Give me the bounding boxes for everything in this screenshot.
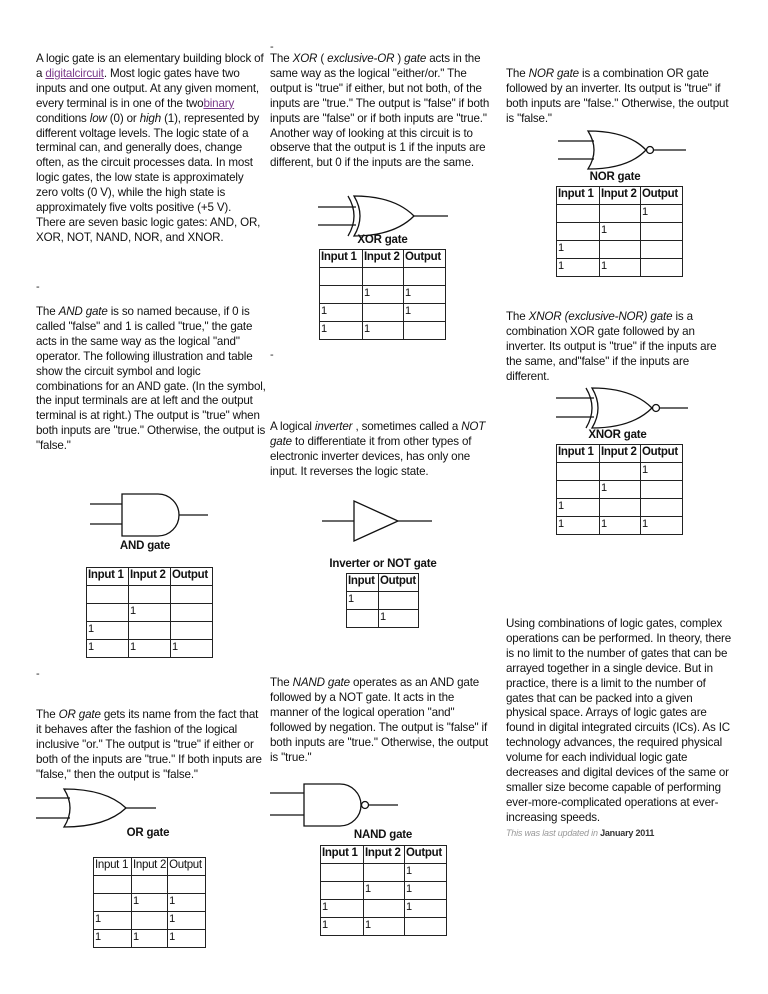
table-row: 1 <box>347 592 419 610</box>
and-gate-paragraph: The AND gate is so named because, if 0 is called "false" and 1 is called "true," the gate acts in the same way as the logical "and" operator. The following illustration and table show the circuit symbol and logic combinations for an AND gate. (In the symbol, the input terminals are at left and the output terminal is at right.) The output is "true" when both inputs are "true." Otherwise, the output is "false." <box>36 305 266 453</box>
binary-link[interactable]: binary <box>203 96 235 110</box>
table-row: 1 1 <box>557 259 683 277</box>
nand-truth-table: Input 1 Input 2 Output 1 1 1 1 1 1 1 <box>320 845 447 936</box>
nand-gate-caption: NAND gate <box>353 829 413 841</box>
xnor-gate-paragraph: The XNOR (exclusive-NOR) gate is a combination XOR gate followed by an inverter. Its output is "true" if the inputs are the same, and"false" if the inputs are different. <box>506 310 717 383</box>
or-gate-paragraph: The OR gate gets its name from the fact that it behaves after the fashion of the logical inclusive "or." The output is "true" if either or both of the inputs are "true." If both inputs are "false," then the output is "false." <box>36 708 262 781</box>
nor-gate-paragraph: The NOR gate is a combination OR gate followed by an inverter. Its output is "true" if both inputs are "false." Otherwise, the output is "false." <box>506 67 729 125</box>
table-row: 1 1 <box>321 900 447 918</box>
table-row: 1 1 1 <box>87 640 213 658</box>
or-gate-caption: OR gate <box>126 827 170 839</box>
table-row: 1 <box>557 205 683 223</box>
digitalcircuit-link[interactable]: digitalcircuit <box>45 66 104 80</box>
table-row: 1 <box>557 499 683 517</box>
xor-gate-caption: XOR gate <box>357 234 408 246</box>
table-row: 1 <box>321 864 447 882</box>
xor-gate-paragraph: The XOR ( exclusive-OR ) gate acts in the same way as the logical "either/or." The output is "true" if either, but not both, of the inputs are "true." The output is "false" if both inputs are "false" or if both inputs are "true." Another way of looking at this circuit is to observe that the output is 1 if the inputs are different, but 0 if the inputs are the same. <box>270 52 490 170</box>
table-row <box>94 876 206 894</box>
nor-truth-table: Input 1 Input 2 Output 1 1 1 1 1 <box>556 186 683 277</box>
xnor-truth-table: Input 1 Input 2 Output 1 1 1 1 1 1 <box>556 444 683 535</box>
table-row <box>87 586 213 604</box>
table-row: 1 <box>557 241 683 259</box>
not-gate-symbol <box>322 499 434 543</box>
table-row: 1 1 <box>321 882 447 900</box>
or-truth-table: Input 1 Input 2 Output 1 1 1 1 1 1 1 <box>93 857 206 948</box>
nor-gate-caption: NOR gate <box>589 171 641 183</box>
or-gate-symbol <box>36 787 156 831</box>
table-row: 1 1 <box>320 304 446 322</box>
separator-dash: - <box>270 41 274 53</box>
xor-truth-table: Input 1 Input 2 Output 1 1 1 1 1 1 <box>319 249 446 340</box>
table-row: 1 <box>557 481 683 499</box>
separator-dash: - <box>36 668 40 680</box>
nand-gate-symbol <box>270 782 400 828</box>
table-row: 1 1 <box>94 894 206 912</box>
table-row: 1 <box>347 610 419 628</box>
table-row: 1 1 1 <box>94 930 206 948</box>
table-row: 1 <box>87 604 213 622</box>
summary-paragraph: Using combinations of logic gates, complex operations can be performed. In theory, there is no limit to the number of gates that can be arrayed together in a single device. But in practice, there is a limit to the number of gates that can be packed into a given physical space. Arrays of logic gates are found in digital integrated circuits (ICs). As IC technology advances, the required physical volume for each individual logic gate decreases and digital devices of the same or smaller size become capable of performing ever-more-complicated operations at ever-increasing speeds. This was last updated in January 2011 <box>506 617 732 841</box>
nand-gate-paragraph: The NAND gate operates as an AND gate followed by a NOT gate. It acts in the manner of the logical operation "and" followed by negation. The output is "false" if both inputs are "true." Otherwise, the output is "true." <box>270 676 489 764</box>
table-row: 1 <box>557 223 683 241</box>
separator-dash: - <box>270 349 274 361</box>
xor-gate-symbol <box>318 194 450 238</box>
basic-gates-sentence: There are seven basic logic gates: AND, OR, XOR, NOT, NAND, NOR, and XNOR. <box>36 215 261 244</box>
not-gate-caption: Inverter or NOT gate <box>329 558 437 570</box>
table-row: 1 1 <box>94 912 206 930</box>
table-row: 1 1 <box>320 286 446 304</box>
and-gate-caption: AND gate <box>119 540 171 552</box>
not-gate-paragraph: A logical inverter , sometimes called a NOT gate to differentiate it from other types of electronic inverter devices, has only one input. It reverses the logic state. <box>270 420 486 478</box>
table-row <box>320 268 446 286</box>
table-row: 1 <box>557 463 683 481</box>
and-gate-symbol <box>90 492 210 538</box>
table-row: 1 <box>87 622 213 640</box>
not-truth-table: Input Output 1 1 <box>346 573 419 628</box>
separator-dash: - <box>36 281 40 293</box>
table-row: 1 1 1 <box>557 517 683 535</box>
table-row: 1 1 <box>321 918 447 936</box>
table-row: 1 1 <box>320 322 446 340</box>
xnor-gate-symbol <box>556 386 690 430</box>
intro-paragraph: A logic gate is an elementary building block of a digitalcircuit. Most logic gates have two inputs and one output. At any given moment, every terminal is in one of the twobinary conditions low (0) or high (1), represented by different voltage levels. The logic state of a terminal can, and generally does, change often, as the circuit processes data. In most logic gates, the low state is approximately zero volts (0 V), while the high state is approximately five volts positive (+5 V). There are seven basic logic gates: AND, OR, XOR, NOT, NAND, NOR, and XNOR. <box>36 52 266 246</box>
last-updated-note: This was last updated in January 2011 <box>506 827 655 838</box>
xnor-gate-caption: XNOR gate <box>588 429 647 441</box>
nor-gate-symbol <box>558 129 688 173</box>
and-truth-table: Input 1 Input 2 Output 1 1 1 1 1 <box>86 567 213 658</box>
